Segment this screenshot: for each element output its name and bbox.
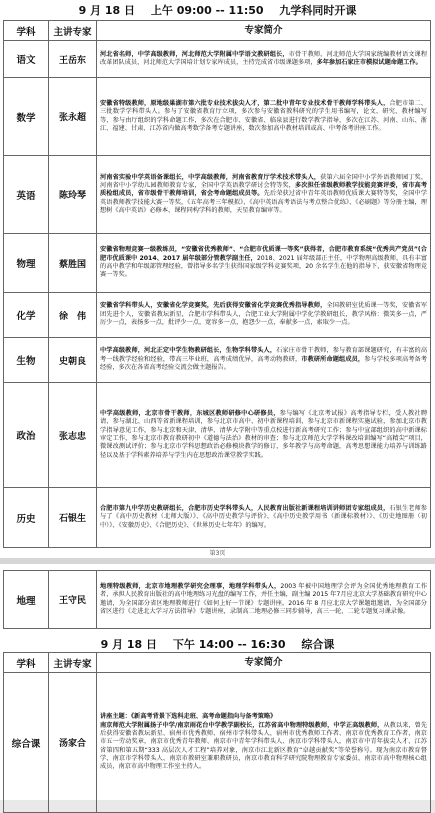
session-date: 9 月 18 日 [78, 4, 136, 17]
expert-name-cell: 王守民 [49, 571, 97, 629]
session-header-afternoon [0, 636, 435, 652]
intro-highlight: 中学高级教师，北京市骨干教师，东城区教师研修中心研修员， [100, 409, 280, 417]
expert-name-cell: 蔡胜国 [49, 234, 97, 293]
col-header-intro: 专家简介 [97, 21, 431, 41]
intro-highlight: 安徽省学科带头人，安徽省化学竞赛奖，先后获得安徽省化学竞赛优秀指导教师， [100, 302, 327, 310]
expert-name-cell: 张永超 [49, 78, 97, 156]
session-time: 上午 09:00 -- 11:50 [150, 4, 264, 17]
intro-highlight: 市教研所命题组成员， [301, 355, 365, 363]
intro-text: 从教以来，曾先后获得安徽省教坛新星、宿州市优秀教师、宿州市学科带头人，宿州市优秀教师工作者、南京市优秀教育工作者，南京市五一劳动奖章，南京市优秀青年教师、南京市中青年学科带头人、南京市学科带头人，南京市中青年拔尖人才、江苏省第四和第五期“333 高层次人才工程”培养对象，南京市江北新区教育“卓越贡献奖”等荣誉称号。现为南京市教育督学、南京市学科带头人、南京市教研室兼职教研员，南京市教育科学研究院物理教育专家委员、南京市高中物理核心组成员，南京市高中物理工作室主持人。 [100, 721, 428, 771]
expert-name-cell: 史朝良 [49, 338, 97, 383]
col-header-expert: 主讲专家 [49, 653, 97, 673]
table-row [4, 488, 431, 548]
col-header-subject: 学科 [4, 21, 49, 41]
table-row [4, 293, 431, 338]
expert-intro-cell [97, 234, 431, 293]
document-page-2 [0, 564, 435, 800]
intro-highlight: 安徽省特级教师，原地级巢湖市第六批专业技术拔尖人才，第二批中青年专业技术骨干教师学科带头人， [100, 99, 390, 107]
table-row [4, 383, 431, 488]
intro-text: 2003 年被中国地理学会评为全国优秀地理教育工作者，承担人民教育出版社的高中地理练习光盘的编写工作，并任主编，副主编 2015 年7月应北京大学基础教育研究中心邀请，为全国部分省区地理教师进行《如何上好一节课》专题讲座。2016 年 8 月应北京大学课题组邀请，为全国部分省区进行《走进北大学习方法指导》专题讲座，录制高二地理必修三同步辅导，高三一轮、二轮专题复习课录像。 [100, 582, 428, 615]
expert-intro-cell [97, 571, 431, 629]
table-header-row [4, 21, 431, 41]
subject-cell: 历史 [4, 488, 49, 548]
intro-text: 石家庄市骨干教师，参与教育部课题研究，有丰富的高考一线教学经验和经验，带高三毕业班，高考成绩优异，高考动物教研， [100, 347, 428, 363]
subject-cell: 化学 [4, 293, 49, 338]
lecture-topic: 讲座主题：《新高考背景下选科走班、高考命题指向与备考策略》 [100, 713, 277, 721]
col-header-intro: 专家简介 [97, 653, 431, 673]
session-time: 下午 14:00 -- 16:30 [172, 638, 286, 651]
expert-name-cell: 陈玲琴 [49, 156, 97, 234]
subject-cell: 综合课 [4, 673, 49, 813]
subject-cell: 数学 [4, 78, 49, 156]
intro-highlight: 河南省实验中学英语备课组长，中学高级教师，河南省教育厅学术技术带头人， [100, 173, 321, 181]
expert-name-cell: 汤家合 [49, 673, 97, 813]
expert-table-geography [3, 570, 431, 629]
intro-highlight: 多次担任省级教师教学技能竞赛评委，省市高考质检组成员，省市级骨干教师培训，省会考命题组成员等。 [100, 181, 428, 198]
expert-name-cell: 石银生 [49, 488, 97, 548]
session-date: 9 月 18 日 [100, 638, 158, 651]
table-row [4, 41, 431, 78]
subject-cell: 英语 [4, 156, 49, 234]
intro-highlight: 南京师范大学附属扬子中学/南京雨花台中学教学副校长，江苏省高中物理特级教师，中学正高级教师， [100, 721, 384, 729]
expert-name-cell: 张志忠 [49, 383, 97, 488]
intro-text: 先后荣获过省中青年英语教师优质课大赛特等奖，全国中学英语教师教学技能大赛一等奖，《五年高考三年模拟》、《高中英语高考语法与考点整合优练》、《必刷题》等分册主编，理想树《高中英语》必修本、课程同构学科的教师，天星教育编审等。 [100, 190, 428, 215]
intro-highlight: 地理特级教师，北京市地理教学研究会理事，地理学科带头人， [100, 582, 281, 590]
table-row [4, 673, 431, 813]
intro-highlight: 合肥市第九中学历史教研组长，合肥市历史学科带头人，人民教育出版社新课程培训讲师团专家组成员， [100, 504, 390, 512]
intro-text: 合肥市第二、三批数学学科带头人。参与了安徽省教育厅立项，多次参与安徽省教科研究的学生用书编写，论文、研究、教材编写等，参与由厅组织的学科命题工作，多次在合肥市、安徽省、临泉县进行数学教学指导，多次在江苏、河南、山东、浙江、福建、甘肃、江苏省内做高考数学备考专题讲座，数次参加高中教材培训或高、中考备考讲座工作。 [100, 99, 427, 132]
table-header-row [4, 653, 431, 673]
table-row [4, 156, 431, 234]
intro-highlight: 安徽省物理竞赛一级教练员，“安徽省优秀教师”、“合肥市优质课一等奖”获得者，合肥市教育系统“优秀共产党员”(合肥市优质课中 2014、2017 届年级部分管教学副主任， [100, 246, 427, 262]
expert-intro-cell [97, 293, 431, 338]
expert-table-afternoon [3, 652, 431, 813]
intro-text: 参与编写《北京考试报》高考指导专栏，受人教社聘请，参与湖北、山西等省新课程培训，参与北京市高中、初中新课程培训，参与北京市新课程实施试验，参加北京市教学指导意见工作，参与北京和天津、清华、清华大学附中等重点校进行新高考研究工作；参与中宣部组织的高中新课标审定工作，参与北京市教育教研初中《道德与法治》教材的审查；参与北京师范大学学科课改培训编写“高精尖”项目，微课改测试评价；参与北京市学科思想政治必修模块教学的修订，多年教学与高考命题，高考思想课能力培养与训练路径以及基于学科素养培养与学生内在思想政治课堂教学实践。 [100, 409, 427, 459]
session-title: 综合课 [301, 638, 335, 651]
expert-table-morning [3, 20, 431, 548]
expert-intro-cell [97, 338, 431, 383]
expert-intro-cell [97, 383, 431, 488]
table-row [4, 234, 431, 293]
intro-text: 全国教研室优质课一等奖，安徽省军团先进个人，安徽省教坛新星，合肥市学科带头人，合肥工业大学附属中学化学教研组长，教学风格：微笑多一点，严厉少一点，表扬多一点，批评少一点，宽容多一点，抱怨少一点，奉献多一点，索取少一点。 [100, 302, 428, 327]
expert-intro-cell [97, 41, 431, 78]
intro-text: 石银生老师参与了《高中历史教材（北师大版）》、《高中历史教学与评价》、《高中历史教学用书（新课标教材）》、《历史地图册（初中）》、《安徽历史》、《合肥历史》、《世界历史七年年》的编写。 [100, 504, 427, 529]
col-header-expert: 主讲专家 [49, 21, 97, 41]
expert-intro-cell [97, 488, 431, 548]
intro-text: 获第六届全国中小学外语教师园丁奖，河南省中小学幼儿园教师教育专家，全国中学英语教学研讨会特等奖， [100, 173, 428, 189]
session-header-morning [0, 2, 435, 18]
session-title: 九学科同时开课 [279, 4, 357, 17]
intro-text: 2018、2021 届年级部正主任，中学物理高级教师，具有丰富的高中教学和年级部管理经验，曾指导多名学生获得国家级学科竞赛奖项，20 余名学生在他的指导下，获安徽省物理竞赛一等奖。 [100, 254, 428, 279]
intro-text: 参与学校多项高考备考经验，多次在各省高考经验交流会做主题报告。 [100, 355, 428, 372]
intro-text: 市骨干教师，河北师范大学国家统编教材语文课程改革团队成员，河北师范大学国培计划专家库成员，主持完成省市级课题多项， [100, 50, 428, 66]
subject-cell: 地理 [4, 571, 49, 629]
expert-intro-cell [97, 156, 431, 234]
table-row [4, 571, 431, 629]
intro-highlight: 河北省名师，中学高级教师，河北师范大学附属中学语文教研组长， [100, 50, 289, 58]
subject-cell: 生物 [4, 338, 49, 383]
col-header-subject: 学科 [4, 653, 49, 673]
table-row [4, 338, 431, 383]
subject-cell: 语文 [4, 41, 49, 78]
intro-highlight: 多年参加石家庄市模拟试题命题工作。 [316, 59, 422, 66]
table-row [4, 78, 431, 156]
page-number: 第3页 [209, 550, 226, 557]
expert-intro-cell [97, 673, 431, 813]
expert-name-cell: 徐 伟 [49, 293, 97, 338]
expert-intro-cell [97, 78, 431, 156]
subject-cell: 物理 [4, 234, 49, 293]
intro-highlight: 中学高级教师，河北正定中学生物教研组长，生物学科带头人， [100, 347, 277, 355]
expert-name-cell: 王岳东 [49, 41, 97, 78]
subject-cell: 政治 [4, 383, 49, 488]
